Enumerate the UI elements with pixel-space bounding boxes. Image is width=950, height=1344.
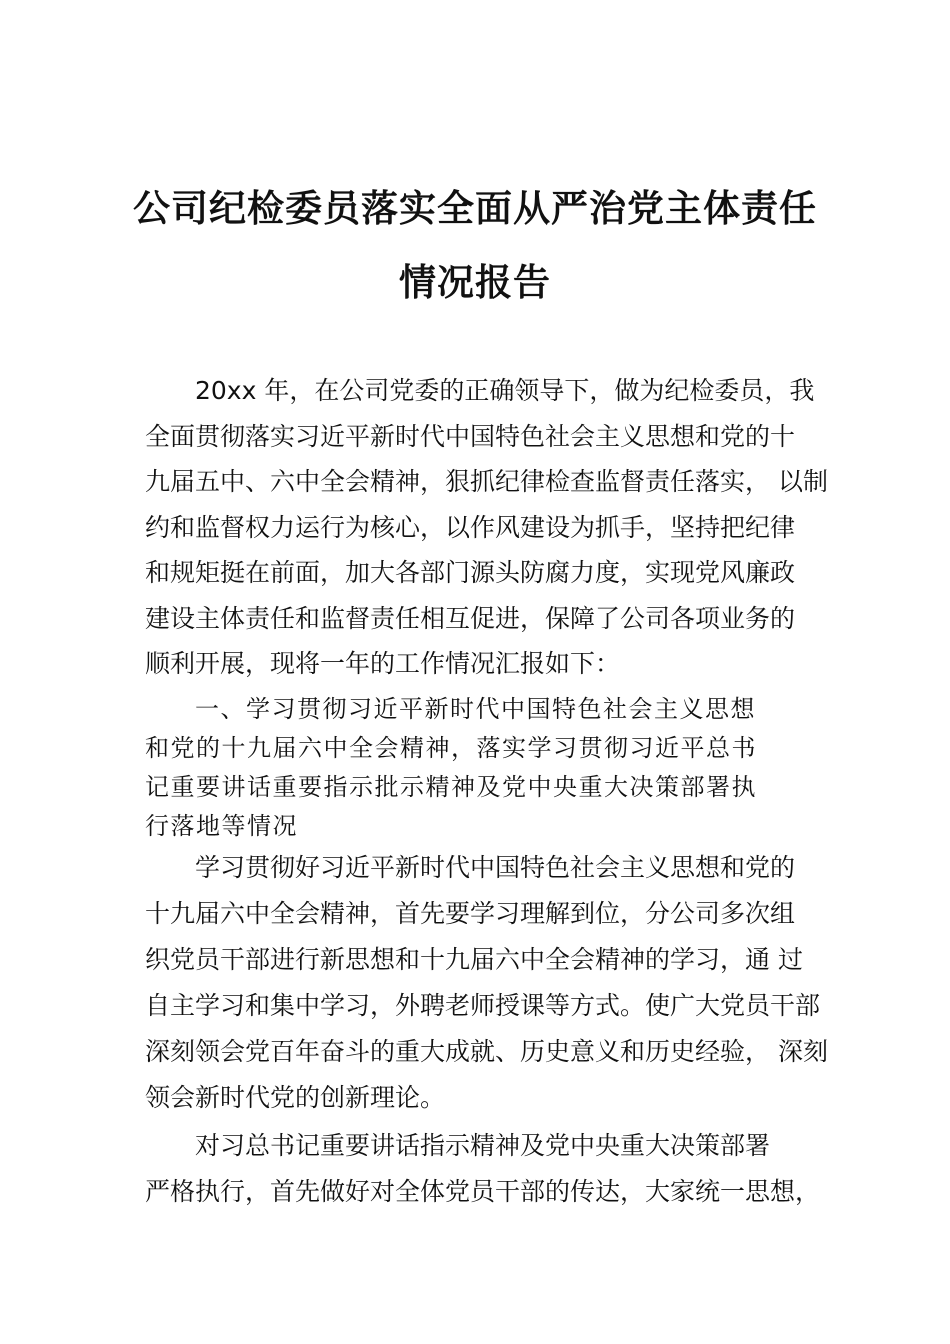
body-line: 对习总书记重要讲话指示精神及党中央重大决策部署 — [195, 1131, 771, 1160]
intro-line: 和规矩挺在前面，加大各部门源头防腐力度，实现党风廉政 — [145, 558, 796, 587]
body-line: 自主学习和集中学习，外聘老师授课等方式。使广大党员干部 — [145, 991, 821, 1020]
section-heading-line: 记重要讲话重要指示批示精神及党中央重大决策部署执 — [145, 773, 757, 801]
intro-line: 顺利开展，现将一年的工作情况汇报如下： — [145, 649, 621, 678]
intro-line: 九届五中、六中全会精神，狠抓纪律检查监督责任落实， 以制 — [145, 467, 828, 496]
document-title-line-2: 情况报告 — [399, 260, 551, 304]
body-line: 深刻领会党百年奋斗的重大成就、历史意义和历史经验， 深刻 — [145, 1037, 828, 1066]
body-line: 严格执行，首先做好对全体党员干部的传达，大家统一思想， — [145, 1177, 821, 1206]
section-heading-line: 一、学习贯彻习近平新时代中国特色社会主义思想 — [195, 695, 756, 723]
section-heading-line: 和党的十九届六中全会精神，落实学习贯彻习近平总书 — [145, 734, 757, 762]
intro-line: 20xx 年，在公司党委的正确领导下，做为纪检委员，我 — [195, 376, 815, 405]
body-line: 十九届六中全会精神，首先要学习理解到位，分公司多次组 — [145, 899, 796, 928]
body-line: 领会新时代党的创新理论。 — [145, 1083, 446, 1112]
section-heading-line: 行落地等情况 — [145, 812, 298, 840]
body-line: 织党员干部进行新思想和十九届六中全会精神的学习，通 过 — [145, 945, 803, 974]
document-title-line-1: 公司纪检委员落实全面从严治党主体责任 — [133, 186, 817, 230]
body-line: 学习贯彻好习近平新时代中国特色社会主义思想和党的 — [195, 853, 796, 882]
intro-line: 约和监督权力运行为核心，以作风建设为抓手，坚持把纪律 — [145, 513, 796, 542]
intro-line: 建设主体责任和监督责任相互促进，保障了公司各项业务的 — [145, 604, 796, 633]
intro-line: 全面贯彻落实习近平新时代中国特色社会主义思想和党的十 — [145, 422, 796, 451]
